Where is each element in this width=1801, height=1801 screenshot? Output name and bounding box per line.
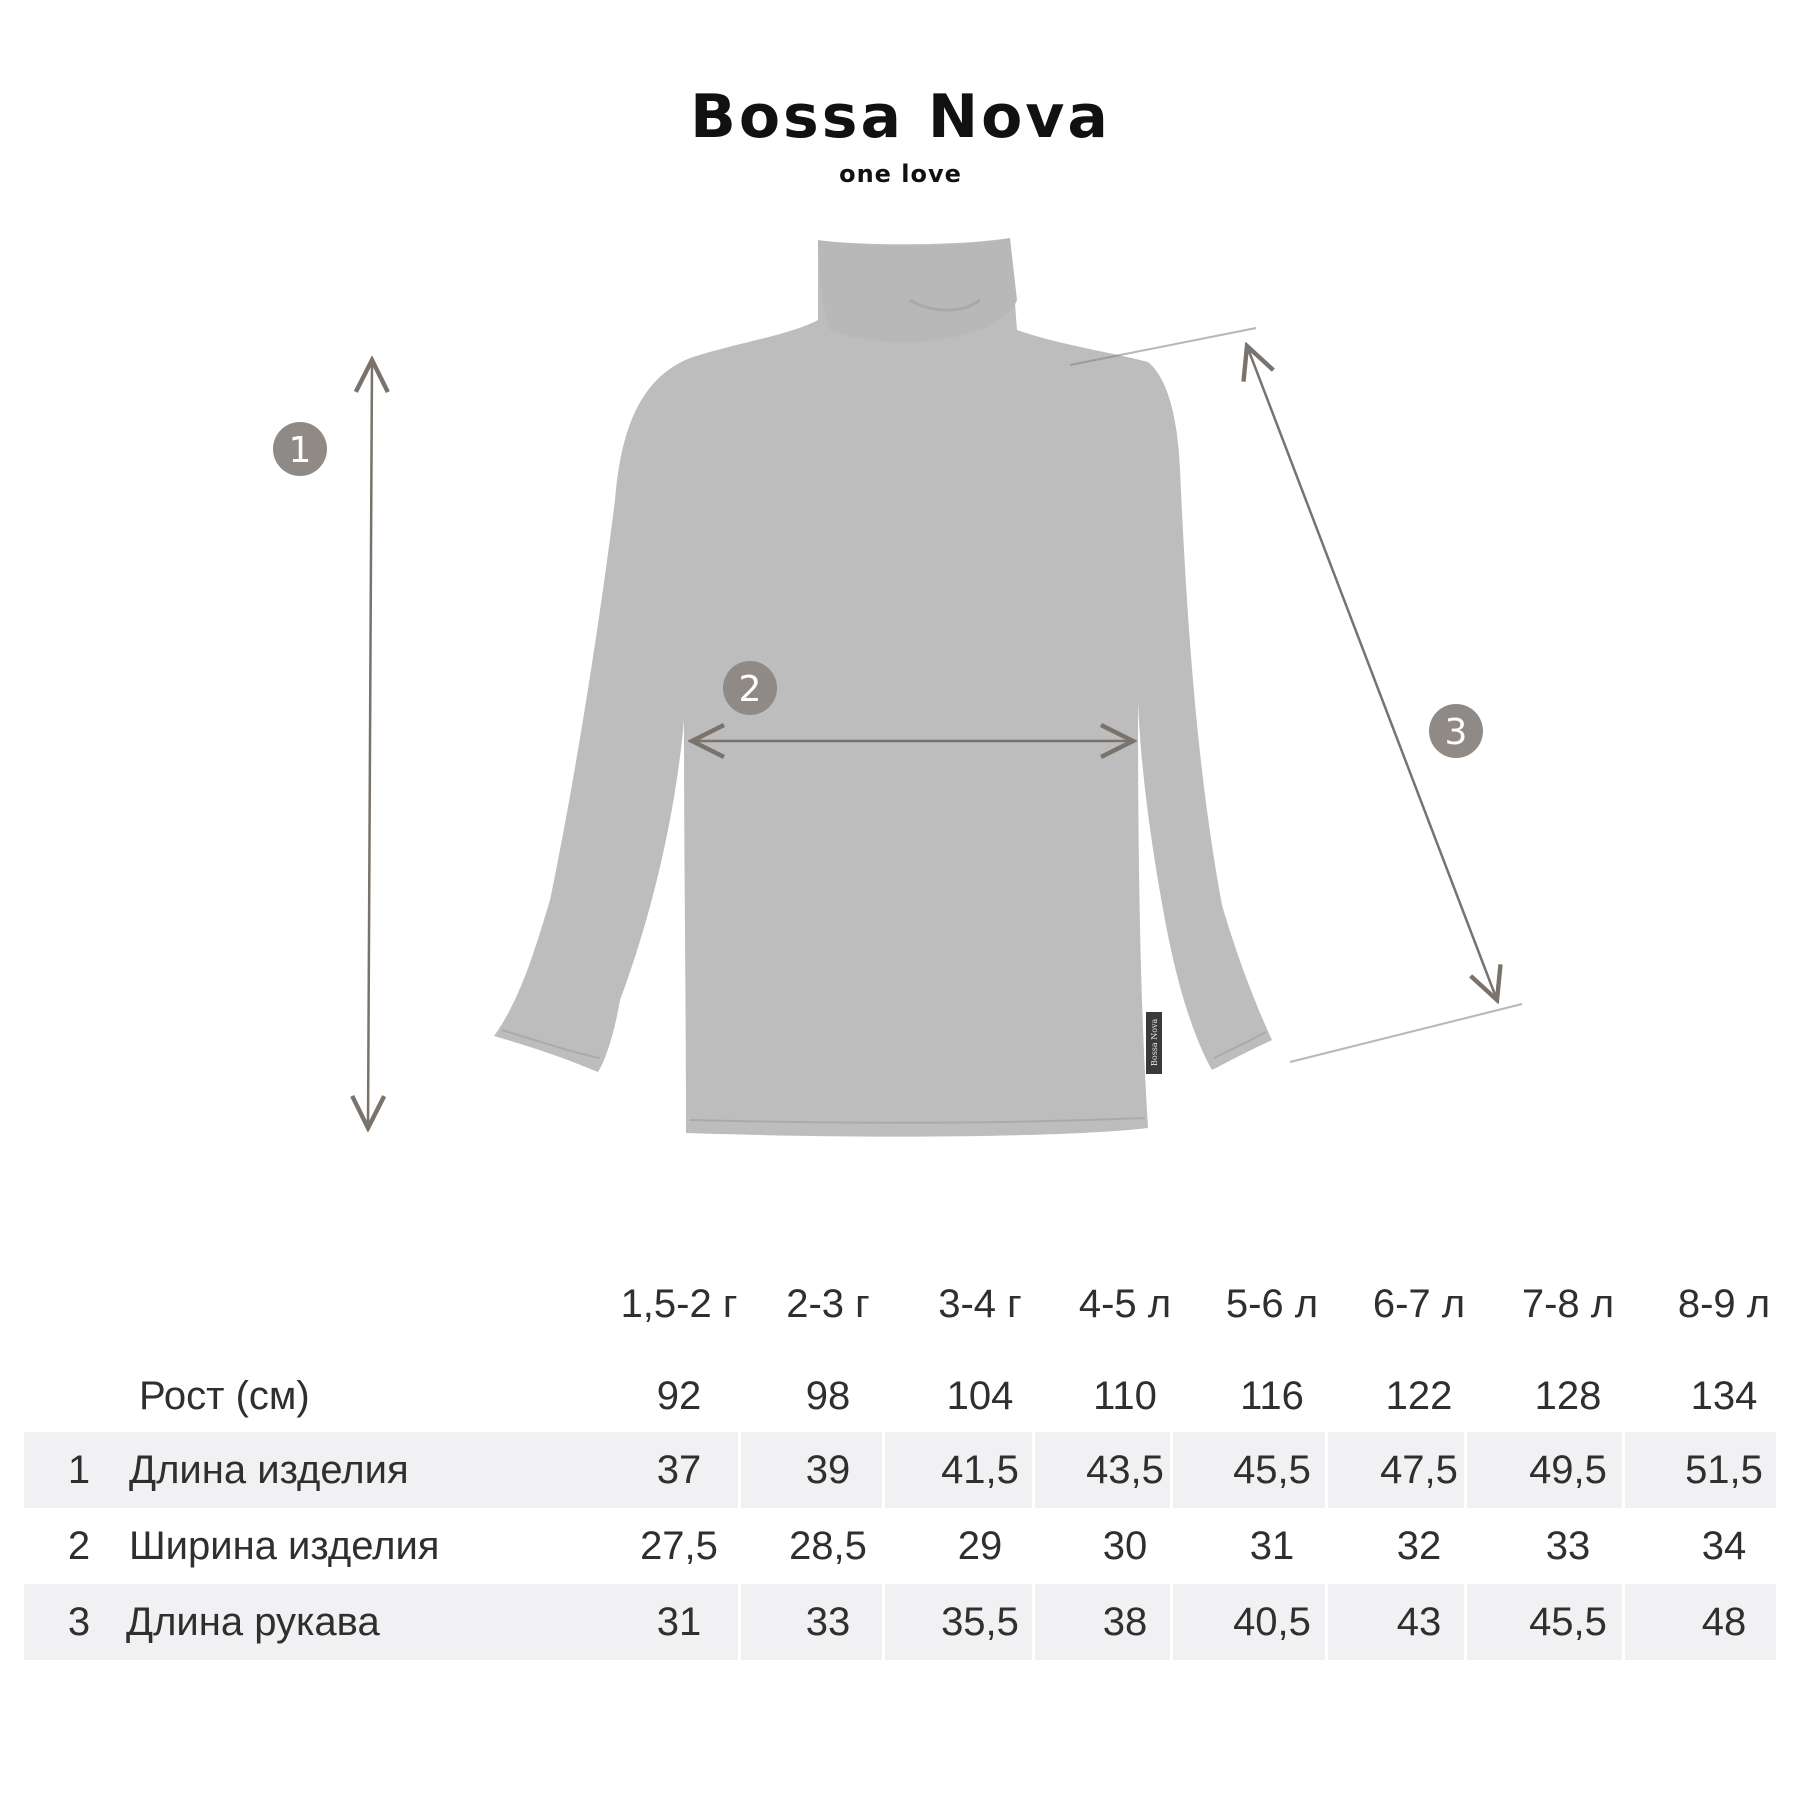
table-cell: 116 (1240, 1374, 1304, 1418)
size-header-cell: 2-3 г (786, 1282, 870, 1326)
table-cell: 39 (805, 1448, 851, 1492)
badge-sleeve-number: 3 (1444, 712, 1468, 753)
length-arrow (368, 360, 372, 1128)
table-cell: 29 (957, 1524, 1003, 1568)
row-number: 2 (67, 1524, 91, 1568)
shoulder-guide-line (1070, 328, 1256, 365)
cuff-guide-line (1290, 1004, 1522, 1062)
table-cell: 110 (1093, 1374, 1157, 1418)
table-cell: 45,5 (1529, 1600, 1607, 1644)
table-cell: 122 (1385, 1374, 1453, 1418)
table-cell: 37 (656, 1448, 702, 1492)
size-header-cell: 8-9 л (1677, 1282, 1771, 1326)
size-header-cell: 5-6 л (1225, 1282, 1319, 1326)
brand-tag-text: Bossa Nova (1150, 1018, 1159, 1066)
turtleneck-body (494, 238, 1272, 1137)
badge-length-number: 1 (288, 430, 312, 471)
table-cell: 38 (1102, 1600, 1148, 1644)
size-header-cell: 6-7 л (1372, 1282, 1466, 1326)
brand-tagline: one love (839, 160, 962, 188)
row-label: Длина рукава (126, 1600, 380, 1644)
table-cell: 48 (1701, 1600, 1747, 1644)
table-cell: 41,5 (941, 1448, 1019, 1492)
table-cell: 104 (946, 1374, 1014, 1418)
table-cell: 34 (1701, 1524, 1747, 1568)
turtleneck-illustration (494, 238, 1272, 1137)
badge-width-number: 2 (738, 669, 762, 710)
table-cell: 31 (1249, 1524, 1295, 1568)
row-label: Рост (см) (139, 1374, 310, 1418)
row-label: Ширина изделия (129, 1524, 440, 1568)
table-cell: 32 (1396, 1524, 1442, 1568)
sleeve-arrow (1247, 346, 1497, 1000)
table-cell: 27,5 (640, 1524, 718, 1568)
table-cell: 98 (805, 1374, 851, 1418)
table-cell: 45,5 (1233, 1448, 1311, 1492)
badge-width (723, 661, 777, 715)
table-cell: 33 (805, 1600, 851, 1644)
table-row-length (24, 1432, 1776, 1508)
table-cell: 35,5 (941, 1600, 1019, 1644)
badge-length (273, 422, 327, 476)
table-cell: 43,5 (1086, 1448, 1164, 1492)
table-cell: 31 (656, 1600, 702, 1644)
table-cell: 51,5 (1685, 1448, 1763, 1492)
table-cell: 134 (1690, 1374, 1758, 1418)
table-cell: 49,5 (1529, 1448, 1607, 1492)
size-header-cell: 3-4 г (938, 1282, 1022, 1326)
table-cell: 33 (1545, 1524, 1591, 1568)
table-cell: 30 (1102, 1524, 1148, 1568)
row-label: Длина изделия (129, 1448, 409, 1492)
brand-name: Bossa Nova (690, 82, 1111, 152)
table-cell: 28,5 (789, 1524, 867, 1568)
table-cell: 128 (1534, 1374, 1602, 1418)
size-header-cell: 1,5-2 г (620, 1282, 738, 1326)
row-number: 3 (67, 1600, 91, 1644)
size-header-row (24, 1266, 1776, 1346)
table-cell: 92 (656, 1374, 702, 1418)
table-row-sleeve (24, 1584, 1776, 1660)
table-cell: 47,5 (1380, 1448, 1458, 1492)
size-header-cell: 4-5 л (1078, 1282, 1172, 1326)
badge-sleeve (1429, 704, 1483, 758)
size-header-cell: 7-8 л (1521, 1282, 1615, 1326)
table-row-height (24, 1358, 1776, 1434)
table-cell: 40,5 (1233, 1600, 1311, 1644)
collar-fold (818, 238, 1017, 342)
row-number: 1 (67, 1448, 91, 1492)
table-row-width (24, 1508, 1776, 1584)
table-cell: 43 (1396, 1600, 1442, 1644)
